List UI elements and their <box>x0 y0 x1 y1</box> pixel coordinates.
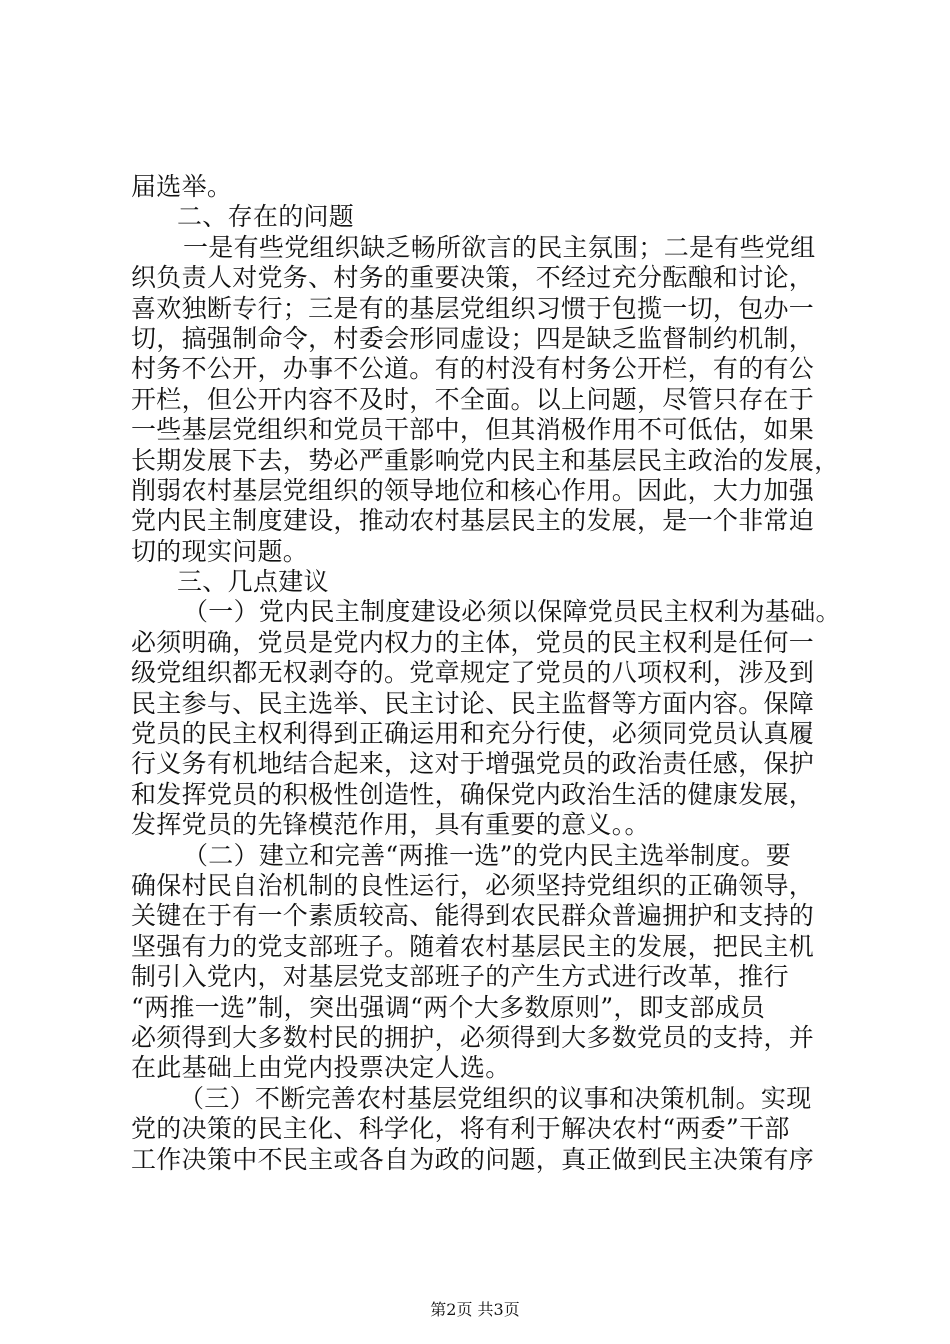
text-line: 党内民主制度建设，推动农村基层民主的发展，是一个非常迫 <box>131 506 815 536</box>
text-line: 一是有些党组织缺乏畅所欲言的民主氛围；二是有些党组 <box>183 232 816 262</box>
text-line: “两推一选”制，突出强调“两个大多数原则”，即支部成员 <box>131 992 766 1022</box>
text-line: 必须得到大多数村民的拥护，必须得到大多数党员的支持，并 <box>131 1022 815 1052</box>
text-line: 织负责人对党务、村务的重要决策，不经过充分酝酿和讨论， <box>131 263 815 293</box>
text-line: 民主参与、民主选举、民主讨论、民主监督等方面内容。保障 <box>131 688 815 718</box>
text-line: （二）建立和完善“两推一选”的党内民主选举制度。要 <box>183 840 792 870</box>
text-line: 在此基础上由党内投票决定人选。 <box>131 1053 511 1083</box>
text-line: 党的决策的民主化、科学化，将有利于解决农村“两委”干部 <box>131 1114 790 1144</box>
text-line: 工作决策中不民主或各自为政的问题，真正做到民主决策有序 <box>131 1144 815 1174</box>
page-number: 第2页 共3页 <box>430 1300 520 1319</box>
text-line: 级党组织都无权剥夺的。党章规定了党员的八项权利，涉及到 <box>131 658 815 688</box>
text-line: 开栏，但公开内容不及时，不全面。以上问题，尽管只存在于 <box>131 384 815 414</box>
text-line: （一）党内民主制度建设必须以保障党员民主权利为基础。 <box>183 597 841 627</box>
page-footer <box>0 1300 950 1320</box>
text-line: 确保村民自治机制的良性运行，必须坚持党组织的正确领导， <box>131 870 815 900</box>
text-line: 关键在于有一个素质较高、能得到农民群众普遍拥护和支持的 <box>131 901 815 931</box>
text-line: 喜欢独断专行；三是有的基层党组织习惯于包揽一切，包办一 <box>131 293 815 323</box>
text-line: 行义务有机地结合起来，这对于增强党员的政治责任感，保护 <box>131 749 815 779</box>
text-line: 长期发展下去，势必严重影响党内民主和基层民主政治的发展， <box>131 445 840 475</box>
text-line: 和发挥党员的积极性创造性，确保党内政治生活的健康发展， <box>131 779 815 809</box>
text-line: 切的现实问题。 <box>131 536 309 566</box>
text-line: 届选举。 <box>131 172 233 201</box>
document-body <box>131 172 841 1175</box>
text-line: 发挥党员的先锋模范作用，具有重要的意义。。 <box>131 810 650 840</box>
text-line: 制引入党内，对基层党支部班子的产生方式进行改革，推行 <box>131 962 789 992</box>
text-line: （三）不断完善农村基层党组织的议事和决策机制。实现 <box>179 1083 812 1113</box>
text-line: 切，搞强制命令，村委会形同虚设；四是缺乏监督制约机制， <box>131 323 815 353</box>
text-line: 村务不公开，办事不公道。有的村没有村务公开栏，有的有公 <box>131 354 815 384</box>
text-line: 党员的民主权利得到正确运用和充分行使，必须同党员认真履 <box>131 719 815 749</box>
text-line: 三、几点建议 <box>177 567 329 597</box>
text-line: 一些基层党组织和党员干部中，但其消极作用不可低估，如果 <box>131 415 815 445</box>
text-line: 坚强有力的党支部班子。随着农村基层民主的发展，把民主机 <box>131 931 815 961</box>
text-line: 削弱农村基层党组织的领导地位和核心作用。因此，大力加强 <box>131 475 815 505</box>
text-line: 必须明确，党员是党内权力的主体，党员的民主权利是任何一 <box>131 627 815 657</box>
text-line: 二、存在的问题 <box>177 202 355 232</box>
